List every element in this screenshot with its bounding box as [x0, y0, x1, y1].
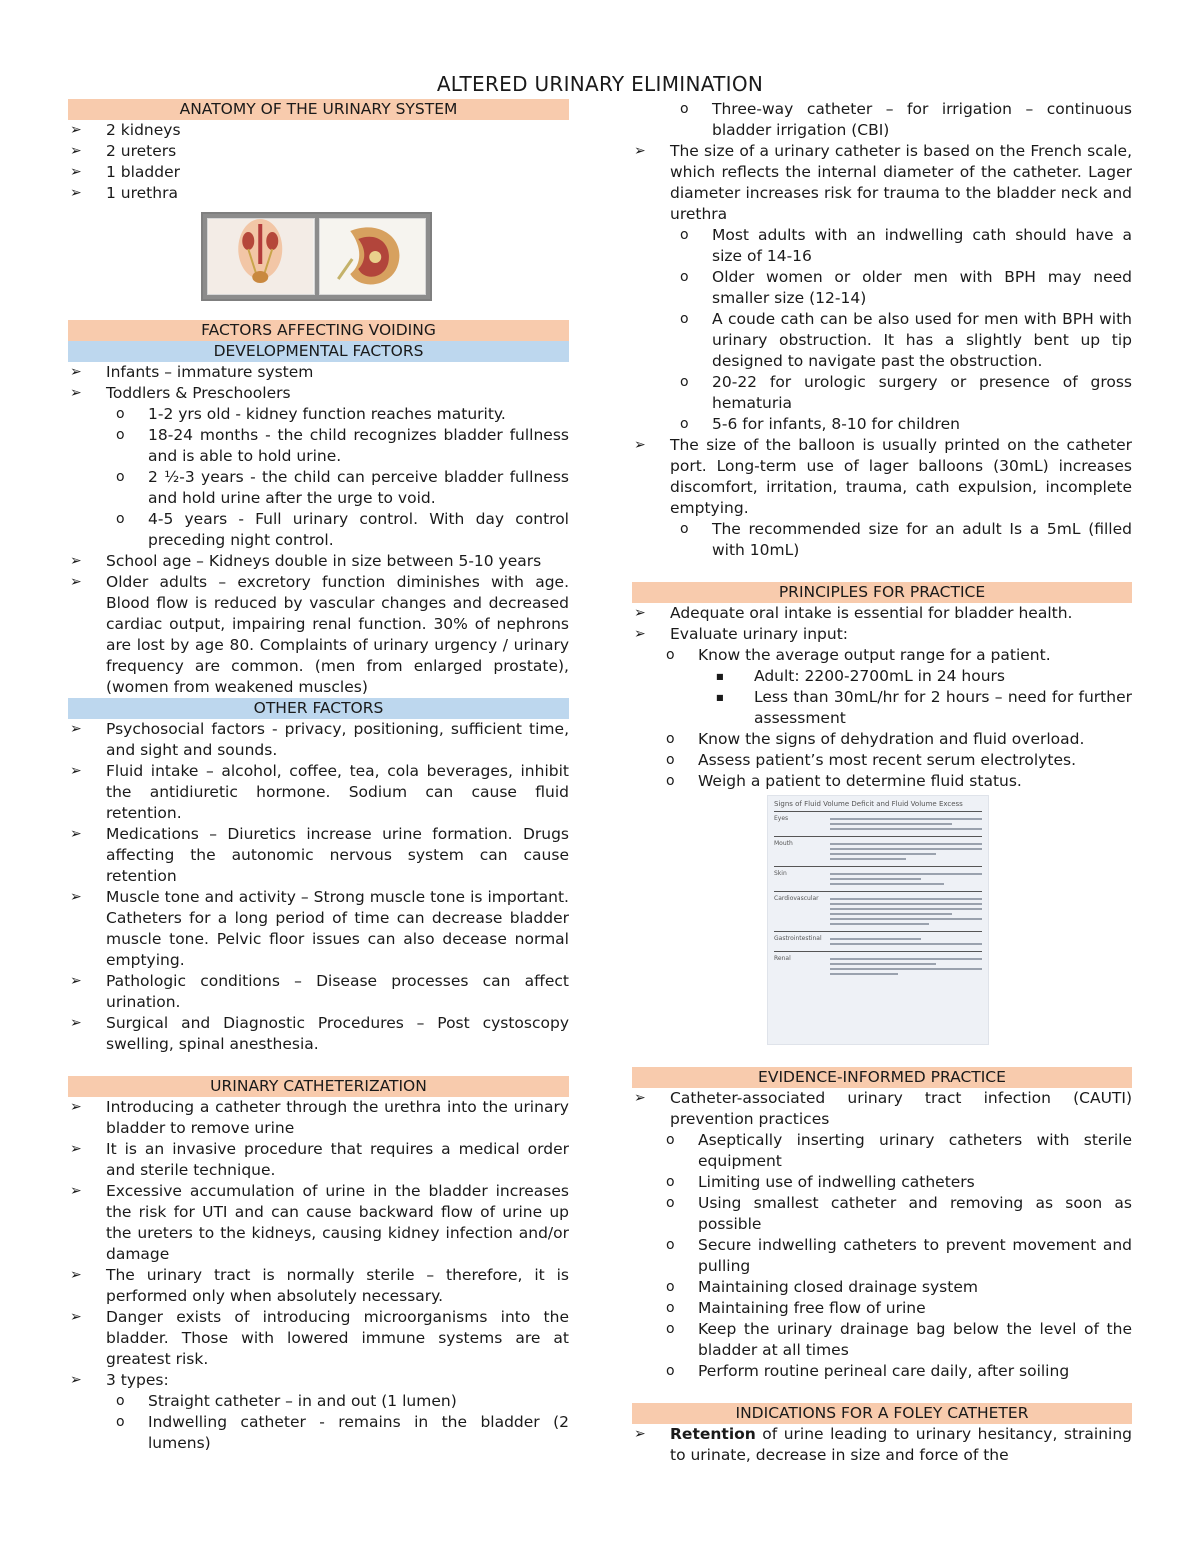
anatomy-image-frame [201, 212, 432, 301]
list-item [68, 383, 569, 404]
list-item: ➢ 2 ureters [68, 141, 569, 162]
other-factors-list [68, 719, 569, 1055]
list-item: ➢ School age – Kidneys double in size between 5-10 years [68, 551, 569, 572]
sublist-item: o Older women or older men with BPH may need smaller size (12-14) [632, 267, 1132, 309]
figure-row-label: Renal [774, 955, 791, 962]
section-header-factors: FACTORS AFFECTING VOIDING [68, 320, 569, 341]
figure-row-lines [830, 870, 982, 888]
sublist-item: o Most adults with an indwelling cath should have a size of 14-16 [632, 225, 1132, 267]
list-item: ➢ Pathologic conditions – Disease processes can affect urination. [68, 971, 569, 1013]
sublist-item: o Keep the urinary drainage bag below the level of the bladder at all times [632, 1319, 1132, 1361]
left-column [68, 99, 569, 1454]
sublist-item: o Weigh a patient to determine fluid status. [632, 771, 1132, 792]
figure-row-lines [830, 955, 982, 978]
sublist-item: o A coude cath can be also used for men with BPH with urinary obstruction. It has a slightly bent up tip designed to navigate past the obstruction. [632, 309, 1132, 372]
figure-row-label: Skin [774, 870, 787, 877]
figure-row [774, 836, 982, 866]
list-item: ➢ 3 types: [68, 1370, 569, 1391]
indications-list [632, 1424, 1132, 1466]
figure-caption: Signs of Fluid Volume Deficit and Fluid Volume Excess [774, 800, 963, 808]
section-header-developmental: DEVELOPMENTAL FACTORS [68, 341, 569, 362]
list-item: ➢ Fluid intake – alcohol, coffee, tea, cola beverages, inhibit the antidiuretic hormone. Sodium can cause fluid retention. [68, 761, 569, 824]
developmental-list-cont [68, 551, 569, 698]
list-item: ➢ Danger exists of introducing microorganisms into the bladder. Those with lowered immune systems are at greatest risk. [68, 1307, 569, 1370]
list-item: ➢ 1 bladder [68, 162, 569, 183]
sublist-item: o Maintaining closed drainage system [632, 1277, 1132, 1298]
sublist-item: o Three-way catheter – for irrigation – continuous bladder irrigation (CBI) [632, 99, 1132, 141]
list-item: ➢ Surgical and Diagnostic Procedures – Post cystoscopy swelling, spinal anesthesia. [68, 1013, 569, 1055]
list-item: ➢ Adequate oral intake is essential for bladder health. [632, 603, 1132, 624]
figure-row-label: Eyes [774, 815, 789, 822]
sublist-item: o Know the signs of dehydration and fluid overload. [632, 729, 1132, 750]
figure-row-label: Gastrointestinal [774, 935, 822, 942]
list-item-text: Toddlers & Preschoolers [106, 384, 291, 402]
sublist-item: o Perform routine perineal care daily, after soiling [632, 1361, 1132, 1382]
figure-row-lines [830, 895, 982, 928]
sublist-item: o 1-2 yrs old - kidney function reaches maturity. [68, 404, 569, 425]
anatomy-images [201, 212, 569, 304]
sublist-item: o 2 ½-3 years - the child can perceive bladder fullness and hold urine after the urge to void. [68, 467, 569, 509]
sublist-item: o 5-6 for infants, 8-10 for children [632, 414, 1132, 435]
evidence-list [632, 1088, 1132, 1130]
list-item [632, 1424, 1132, 1466]
figure-row-lines [830, 840, 982, 863]
sublist-item: o Aseptically inserting urinary catheters with sterile equipment [632, 1130, 1132, 1172]
catheter-size-list [632, 141, 1132, 225]
figure-row [774, 811, 982, 836]
principles-list [632, 603, 1132, 645]
fluid-volume-figure [767, 795, 989, 1045]
list-item: ➢ Introducing a catheter through the urethra into the urinary bladder to remove urine [68, 1097, 569, 1139]
section-header-principles: PRINCIPLES FOR PRACTICE [632, 582, 1132, 603]
catheter-types-sublist [68, 1391, 569, 1454]
list-item: ➢ It is an invasive procedure that requires a medical order and sterile technique. [68, 1139, 569, 1181]
list-item: ➢ Excessive accumulation of urine in the bladder increases the risk for UTI and can cause backward flow of urine up the ureters to the kidneys, causing kidney infection and/or damage [68, 1181, 569, 1265]
sub-sublist-item: ■ Adult: 2200-2700mL in 24 hours [632, 666, 1132, 687]
right-column [632, 99, 1132, 1466]
list-item: ➢ 1 urethra [68, 183, 569, 204]
page-title: ALTERED URINARY ELIMINATION [436, 72, 764, 96]
sublist-item: o 20-22 for urologic surgery or presence of gross hematuria [632, 372, 1132, 414]
sublist-item: o 18-24 months - the child recognizes bladder fullness and is able to hold urine. [68, 425, 569, 467]
list-item: ➢ 2 kidneys [68, 120, 569, 141]
urinary-system-image [207, 218, 315, 295]
retention-text: of urine leading to urinary hesitancy, straining to urinate, decrease in size and force of the [670, 1425, 1132, 1464]
list-item: ➢ Muscle tone and activity – Strong muscle tone is important. Catheters for a long period of time can decrease bladder muscle tone. Pelvic floor issues can also decease normal emptying. [68, 887, 569, 971]
principles-sublist-cont [632, 729, 1132, 792]
list-item: ➢ The size of a urinary catheter is based on the French scale, which reflects the internal diameter of the catheter. Lager diameter increases risk for trauma to the bladder neck and urethra [632, 141, 1132, 225]
sublist-item: o 4-5 years - Full urinary control. With day control preceding night control. [68, 509, 569, 551]
evidence-sublist [632, 1130, 1132, 1382]
figure-row [774, 951, 982, 981]
section-header-anatomy: ANATOMY OF THE URINARY SYSTEM [68, 99, 569, 120]
kidney-cross-section-image [319, 218, 427, 295]
list-item: ➢ Catheter-associated urinary tract infection (CAUTI) prevention practices [632, 1088, 1132, 1130]
sublist-item: o Know the average output range for a patient. [632, 645, 1132, 666]
section-header-other-factors: OTHER FACTORS [68, 698, 569, 719]
sublist-item: o Using smallest catheter and removing as soon as possible [632, 1193, 1132, 1235]
sublist-item: o Assess patient’s most recent serum electrolytes. [632, 750, 1132, 771]
figure-row-lines [830, 935, 982, 948]
catheterization-list [68, 1097, 569, 1391]
list-item: ➢ Medications – Diuretics increase urine formation. Drugs affecting the autonomic nervous system can cause retention [68, 824, 569, 887]
balloon-sublist [632, 519, 1132, 561]
list-item: ➢ Infants – immature system [68, 362, 569, 383]
balloon-list [632, 435, 1132, 519]
figure-row-label: Cardiovascular [774, 895, 819, 902]
list-item: ➢ Older adults – excretory function diminishes with age. Blood flow is reduced by vascular changes and decreased cardiac output, impairing renal function. 30% of nephrons are lost by age 80. Complaints of urinary urgency / urinary frequency are common. (men from enlarged prostate), (women from weakened muscles) [68, 572, 569, 698]
catheter-size-sublist [632, 225, 1132, 435]
sublist-item: o Straight catheter – in and out (1 lumen) [68, 1391, 569, 1412]
section-header-evidence: EVIDENCE-INFORMED PRACTICE [632, 1067, 1132, 1088]
list-item: ➢ Evaluate urinary input: [632, 624, 1132, 645]
sublist-item: o Secure indwelling catheters to prevent movement and pulling [632, 1235, 1132, 1277]
list-item: ➢ The size of the balloon is usually printed on the catheter port. Long-term use of lager balloons (30mL) increases discomfort, irritation, trauma, cath expulsion, incomplete emptying. [632, 435, 1132, 519]
sublist-item: o Indwelling catheter - remains in the bladder (2 lumens) [68, 1412, 569, 1454]
sublist-item: o Maintaining free flow of urine [632, 1298, 1132, 1319]
figure-row [774, 891, 982, 931]
sublist-item: o Limiting use of indwelling catheters [632, 1172, 1132, 1193]
output-range-list [632, 666, 1132, 729]
anatomy-list [68, 120, 569, 204]
developmental-list [68, 362, 569, 404]
principles-sublist [632, 645, 1132, 666]
figure-row [774, 931, 982, 951]
retention-term: Retention [670, 1425, 756, 1443]
figure-row-lines [830, 815, 982, 833]
sub-sublist-item: ■ Less than 30mL/hr for 2 hours – need for further assessment [632, 687, 1132, 729]
section-header-catheterization: URINARY CATHETERIZATION [68, 1076, 569, 1097]
section-header-indications: INDICATIONS FOR A FOLEY CATHETER [632, 1403, 1132, 1424]
list-item: ➢ The urinary tract is normally sterile – therefore, it is performed only when absolutely necessary. [68, 1265, 569, 1307]
figure-row [774, 866, 982, 891]
sublist-item: o The recommended size for an adult Is a 5mL (filled with 10mL) [632, 519, 1132, 561]
list-item: ➢ Psychosocial factors - privacy, positioning, sufficient time, and sight and sounds. [68, 719, 569, 761]
figure-row-label: Mouth [774, 840, 793, 847]
catheter-types-sublist-cont [632, 99, 1132, 141]
toddler-sublist [68, 404, 569, 551]
